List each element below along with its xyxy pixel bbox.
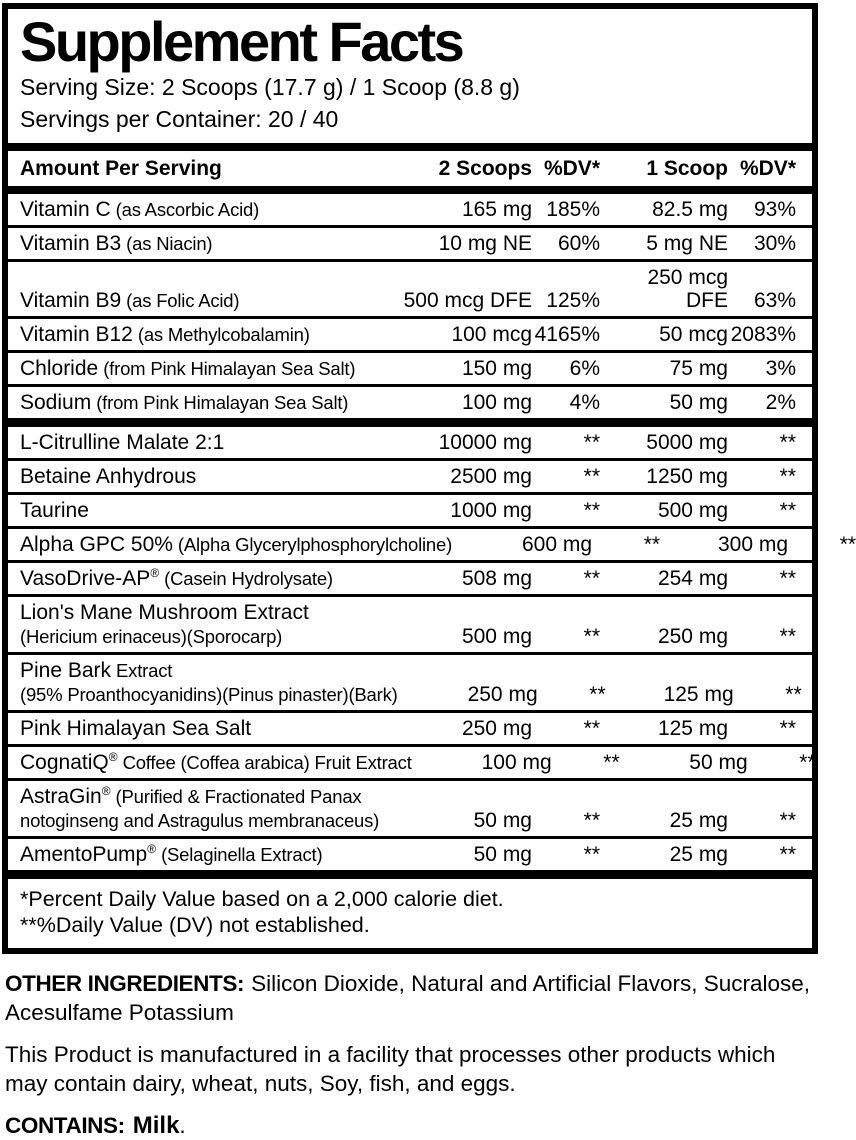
supplement-facts-panel (2, 3, 856, 954)
amount-2-scoops: 508 mg (461, 566, 532, 590)
ingredient-detail: (Purified & Fractionated Panax (115, 785, 362, 807)
dv-1-scoop: ** (779, 808, 796, 832)
bottom-notes (0, 969, 820, 1140)
ingredient-name-cell (20, 533, 452, 556)
amount-1-scoop: 300 mg (718, 532, 789, 556)
ingredient-name: Chloride (20, 356, 99, 380)
dv-2-scoops: ** (603, 750, 620, 774)
registered-mark: ® (101, 783, 111, 798)
ingredient-row (8, 652, 812, 710)
amount-2-scoops: 50 mg (473, 808, 532, 832)
amount-1-scoop: 1250 mg (646, 464, 728, 488)
ingredient-row (8, 350, 812, 384)
amount-1-scoop: 250 mcg DFE (647, 265, 728, 312)
ingredient-row (8, 316, 812, 350)
ingredient-name: Pine Bark (20, 658, 112, 682)
ingredient-name: Betaine Anhydrous (20, 464, 197, 488)
ingredient-detail-line2: (Hericium erinaceus)(Sporocarp) (20, 625, 283, 647)
ingredient-name-cell (20, 232, 392, 255)
dv-1-scoop: ** (779, 566, 796, 590)
footnotes (8, 879, 812, 948)
servings-per-container-text: Servings per Container: 20 / 40 (20, 106, 339, 133)
amount-1-scoop: 25 mg (669, 808, 728, 832)
amount-2-scoops: 500 mcg DFE (403, 288, 532, 312)
ingredient-name-cell (20, 391, 392, 414)
amount-2-scoops: 250 mg (467, 682, 538, 706)
dv-1-scoop: 63% (753, 288, 796, 312)
dv-1-scoop: ** (779, 842, 796, 866)
dv-1-scoop: ** (839, 532, 856, 556)
ingredient-row (8, 458, 812, 492)
dv-1-scoop: 93% (753, 197, 796, 221)
amount-1-scoop: 75 mg (669, 356, 728, 380)
amount-1-scoop: 25 mg (669, 842, 728, 866)
dv-2-scoops: ** (583, 464, 600, 488)
facility-notice: This Product is manufactured in a facility that processes other products which may contain dairy, wheat, nuts, Soy, fish, and eggs. (5, 1041, 776, 1096)
amount-2-scoops: 500 mg (461, 624, 532, 648)
ingredient-name: Taurine (20, 498, 89, 522)
ingredient-row (8, 560, 812, 594)
ingredient-detail: (as Ascorbic Acid) (115, 198, 260, 220)
dv-1-scoop: ** (779, 624, 796, 648)
ingredient-name-cell (20, 567, 392, 590)
ingredient-detail-line2: notoginseng and Astragulus membranaceus) (20, 809, 380, 831)
amount-1-scoop: 82.5 mg (652, 197, 728, 221)
amount-1-scoop: 125 mg (663, 682, 734, 706)
ingredient-detail: (as Niacin) (126, 232, 213, 254)
column-dv-right: %DV* (739, 156, 796, 180)
contains-value: Milk (132, 1111, 180, 1139)
ingredient-name: Sodium (20, 390, 92, 414)
dv-2-scoops: ** (589, 682, 606, 706)
ingredient-name-cell (20, 659, 398, 706)
amount-1-scoop: 500 mg (657, 498, 728, 522)
amount-2-scoops: 10 mg NE (438, 231, 532, 255)
ingredient-detail: Coffee (Coffea arabica) Fruit Extract (122, 751, 412, 773)
contains-period: . (179, 1112, 186, 1138)
dv-2-scoops: 4% (569, 390, 600, 414)
amount-2-scoops: 1000 mg (450, 498, 532, 522)
dv-1-scoop: ** (799, 750, 816, 774)
ingredient-detail: Extract (116, 659, 173, 681)
footnote-daily-value: *Percent Daily Value based on a 2,000 calorie diet. (20, 886, 504, 911)
other-ingredients (5, 969, 815, 1027)
dv-2-scoops: 6% (569, 356, 600, 380)
amount-2-scoops: 100 mg (461, 390, 532, 414)
ingredient-name-cell (20, 289, 392, 312)
amount-1-scoop: 5 mg NE (646, 231, 728, 255)
amount-1-scoop: 50 mg (689, 750, 748, 774)
amount-1-scoop: 50 mg (669, 390, 728, 414)
ingredient-row (8, 225, 812, 259)
ingredient-row (8, 594, 812, 652)
ingredient-name-cell (20, 499, 392, 522)
ingredient-name: AstraGin (20, 784, 102, 808)
amount-2-scoops: 250 mg (461, 716, 532, 740)
ingredient-name-cell (20, 751, 412, 774)
amount-2-scoops: 100 mcg (451, 322, 532, 346)
dv-1-scoop: ** (779, 498, 796, 522)
amount-1-scoop: 50 mcg (659, 322, 728, 346)
registered-mark: ® (150, 565, 160, 580)
amount-1-scoop: 254 mg (657, 566, 728, 590)
amount-2-scoops: 150 mg (461, 356, 532, 380)
dv-2-scoops: ** (583, 566, 600, 590)
panel-title: Supplement Facts (20, 10, 463, 73)
ingredient-detail: (Selaginella Extract) (161, 843, 323, 865)
dv-2-scoops: 60% (557, 231, 600, 255)
column-dv-left: %DV* (543, 156, 600, 180)
ingredient-name: Alpha GPC 50% (20, 532, 173, 556)
ingredient-detail: (as Methylcobalamin) (137, 323, 310, 345)
ingredient-detail: (from Pink Himalayan Sea Salt) (103, 357, 356, 379)
dv-2-scoops: ** (643, 532, 661, 556)
amount-1-scoop: 250 mg (657, 624, 728, 648)
column-header-row (8, 151, 812, 186)
column-2-scoops: 2 Scoops (438, 156, 532, 180)
ingredient-row (8, 744, 816, 778)
dv-2-scoops: ** (583, 624, 600, 648)
ingredient-detail: (as Folic Acid) (126, 289, 240, 311)
dv-1-scoop: ** (785, 682, 802, 706)
ingredient-name: L-Citrulline Malate 2:1 (20, 430, 225, 454)
amount-2-scoops: 600 mg (522, 532, 593, 556)
ingredient-name-cell (20, 785, 392, 832)
ingredient-name: AmentoPump (20, 842, 148, 866)
thick-divider (8, 186, 812, 194)
ingredient-row (8, 194, 812, 225)
daily-value-rows (8, 194, 812, 418)
serving-size-text: Serving Size: 2 Scoops (17.7 g) / 1 Scoop (8.8 g) (20, 74, 520, 100)
amount-2-scoops: 10000 mg (438, 430, 532, 454)
contains-label: CONTAINS: (5, 1112, 125, 1138)
column-1-scoop: 1 Scoop (646, 156, 728, 180)
thick-divider (8, 870, 812, 879)
ingredient-row (8, 384, 812, 418)
dv-2-scoops: 4165% (534, 322, 600, 346)
amount-2-scoops: 100 mg (481, 750, 552, 774)
active-ingredient-rows (8, 427, 856, 870)
ingredient-row (8, 710, 812, 744)
footnote-not-established: **%Daily Value (DV) not established. (20, 912, 370, 937)
ingredient-row (8, 836, 812, 870)
registered-mark: ® (108, 749, 118, 764)
dv-1-scoop: ** (779, 430, 796, 454)
ingredient-name-cell (20, 601, 392, 648)
amount-2-scoops: 165 mg (461, 197, 532, 221)
column-amount-per-serving: Amount Per Serving (20, 156, 222, 180)
contains-statement (5, 1111, 815, 1140)
ingredient-row (8, 778, 812, 836)
panel-header (8, 9, 812, 143)
ingredient-row (8, 427, 812, 458)
ingredient-detail: (from Pink Himalayan Sea Salt) (96, 391, 349, 413)
ingredient-name: Lion's Mane Mushroom Extract (20, 600, 309, 624)
dv-1-scoop: 2083% (730, 322, 796, 346)
ingredient-name: Vitamin C (20, 197, 111, 221)
amount-2-scoops: 2500 mg (450, 464, 532, 488)
ingredient-name-cell (20, 843, 392, 866)
dv-1-scoop: 3% (765, 356, 796, 380)
dv-2-scoops: 125% (546, 288, 600, 312)
other-ingredients-label: OTHER INGREDIENTS: (5, 970, 245, 996)
ingredient-name: Vitamin B9 (20, 288, 122, 312)
ingredient-name-cell (20, 357, 392, 380)
dv-2-scoops: ** (583, 842, 600, 866)
dv-2-scoops: 185% (546, 197, 600, 221)
ingredient-detail-line2: (95% Proanthocyanidins)(Pinus pinaster)(Bark) (20, 683, 398, 705)
dv-2-scoops: ** (583, 716, 600, 740)
amount-1-scoop: 125 mg (657, 716, 728, 740)
ingredient-row (8, 526, 856, 560)
dv-1-scoop: ** (779, 716, 796, 740)
ingredient-name-cell (20, 431, 392, 454)
ingredient-row (8, 492, 812, 526)
dv-2-scoops: ** (583, 808, 600, 832)
thick-divider (8, 418, 812, 427)
ingredient-name-cell (20, 465, 392, 488)
ingredient-row (8, 259, 812, 316)
other-ingredients-text: Silicon Dioxide, Natural and Artificial Flavors, Sucralose, Acesulfame Potassium (5, 970, 811, 1025)
dv-1-scoop: 30% (753, 231, 796, 255)
ingredient-name: Vitamin B3 (20, 231, 122, 255)
ingredient-name: Vitamin B12 (20, 322, 133, 346)
dv-1-scoop: 2% (765, 390, 796, 414)
ingredient-detail: (Casein Hydrolysate) (164, 567, 333, 589)
ingredient-name-cell (20, 717, 392, 740)
amount-1-scoop: 5000 mg (646, 430, 728, 454)
ingredient-name: CognatiQ (20, 750, 109, 774)
ingredient-name: Pink Himalayan Sea Salt (20, 716, 252, 740)
dv-2-scoops: ** (583, 430, 600, 454)
ingredient-name-cell (20, 198, 392, 221)
ingredient-detail: (Alpha Glycerylphosphorylcholine) (177, 533, 453, 555)
ingredient-name-cell (20, 323, 392, 346)
dv-2-scoops: ** (583, 498, 600, 522)
ingredient-name: VasoDrive-AP (20, 566, 151, 590)
thick-divider (8, 143, 812, 151)
dv-1-scoop: ** (779, 464, 796, 488)
registered-mark: ® (147, 841, 157, 856)
amount-2-scoops: 50 mg (473, 842, 532, 866)
